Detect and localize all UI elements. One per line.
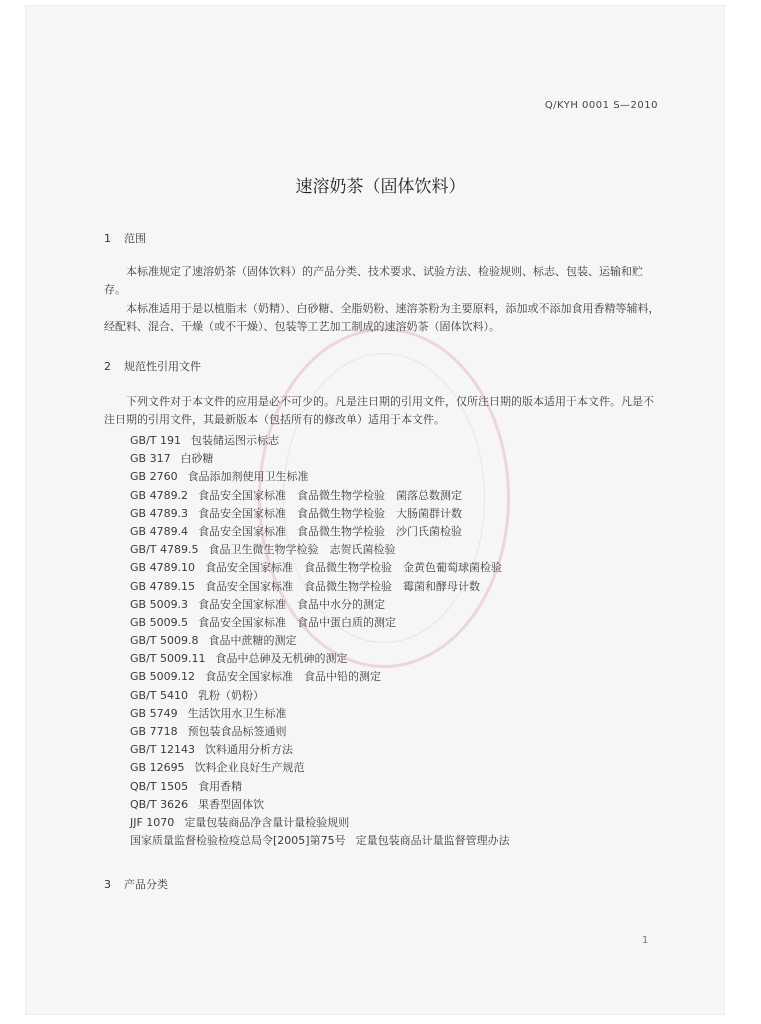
scope-paragraph-1: 本标准规定了速溶奶茶（固体饮料）的产品分类、技术要求、试验方法、检验规则、标志、包装、运输和贮存。 [104, 265, 643, 296]
reference-code: GB 4789.4 [130, 524, 189, 538]
reference-title: 预包装食品标签通则 [187, 725, 287, 738]
reference-code: GB/T 4789.5 [130, 543, 199, 557]
reference-item [130, 741, 510, 759]
reference-title: 饮料企业良好生产规范 [194, 761, 305, 775]
reference-code: GB 4789.10 [130, 561, 196, 575]
reference-code: GB 4789.15 [130, 579, 196, 593]
reference-title: 食品安全国家标准 食品微生物学检验 大肠菌群计数 [198, 506, 463, 520]
reference-item [130, 468, 510, 486]
reference-item [130, 450, 510, 468]
reference-code: GB/T 12143 [130, 743, 195, 757]
reference-item [130, 596, 510, 614]
reference-code: GB 7718 [130, 725, 178, 738]
reference-title: 食品安全国家标准 食品中铅的测定 [205, 670, 382, 684]
scope-paragraph-2: 本标准适用于是以植脂末（奶精）、白砂糖、全脂奶粉、速溶茶粉为主要原料，添加或不添加食用香精等辅料，经配料、混合、干燥（或不干燥）、包装等工艺加工制成的速溶奶茶（固体饮料）。 [104, 302, 660, 333]
reference-item [130, 505, 510, 523]
reference-code: GB/T 5009.11 [130, 652, 206, 666]
reference-title: 食品安全国家标准 食品微生物学检验 霉菌和酵母计数 [205, 579, 481, 593]
standard-code: Q/KYH 0001 S—2010 [544, 100, 658, 111]
reference-item [130, 523, 510, 541]
reference-code: GB 4789.3 [130, 506, 189, 520]
reference-item [130, 541, 510, 559]
reference-list [130, 432, 510, 850]
reference-title: 定量包装商品净含量计量检验规则 [184, 815, 350, 829]
reference-title: 饮料通用分析方法 [205, 743, 293, 757]
reference-item [130, 487, 510, 505]
reference-item [130, 614, 510, 632]
reference-title: 生活饮用水卫生标准 [187, 706, 287, 720]
reference-title: 果香型固体饮 [198, 797, 265, 811]
reference-title: 食品安全国家标准 食品中水分的测定 [198, 597, 386, 611]
reference-code: GB 317 [130, 452, 171, 466]
reference-title: 包装储运图示标志 [191, 434, 279, 447]
reference-code: QB/T 3626 [130, 797, 189, 811]
section-1-heading [104, 230, 146, 246]
reference-code: GB 4789.2 [130, 488, 189, 502]
reference-title: 乳粉（奶粉） [198, 688, 264, 702]
reference-item [130, 668, 510, 686]
reference-title: 食品添加剂使用卫生标准 [187, 470, 309, 484]
reference-code: GB 5749 [130, 706, 178, 720]
reference-title: 食品安全国家标准 食品微生物学检验 菌落总数测定 [198, 488, 463, 502]
section-3-title: 产品分类 [124, 878, 168, 891]
reference-title: 食品卫生微生物学检验 志贺氏菌检验 [208, 543, 396, 557]
reference-item [130, 432, 510, 450]
reference-code: GB/T 5009.8 [130, 634, 199, 648]
reference-title: 食品中蔗糖的测定 [208, 634, 297, 648]
reference-code: GB 12695 [130, 761, 185, 775]
reference-item [130, 778, 510, 796]
reference-item [130, 632, 510, 650]
reference-code: GB 5009.5 [130, 615, 189, 629]
reference-item [130, 687, 510, 705]
reference-code: QB/T 1505 [130, 779, 189, 793]
reference-title: 食品安全国家标准 食品微生物学检验 金黄色葡萄球菌检验 [205, 561, 503, 575]
references-intro: 下列文件对于本文件的应用是必不可少的。凡是注日期的引用文件，仅所注日期的版本适用于本文件。凡是不注日期的引用文件，其最新版本（包括所有的修改单）适用于本文件。 [104, 395, 654, 426]
reference-item [130, 650, 510, 668]
reference-title: 食品安全国家标准 食品中蛋白质的测定 [198, 615, 397, 629]
reference-item [130, 723, 510, 741]
reference-code: GB 5009.12 [130, 670, 196, 684]
reference-title: 白砂糖 [180, 452, 214, 466]
page-number: 1 [642, 935, 649, 946]
reference-code: GB/T 5410 [130, 688, 188, 702]
section-2-title: 规范性引用文件 [124, 360, 201, 373]
reference-code: JJF 1070 [130, 815, 175, 829]
reference-code: GB 2760 [130, 470, 178, 484]
reference-code: 国家质量监督检验检疫总局令[2005]第75号 [130, 834, 346, 848]
reference-title: 食品安全国家标准 食品微生物学检验 沙门氏菌检验 [198, 524, 463, 538]
section-3-number: 3 [104, 878, 111, 891]
section-3-heading [104, 876, 168, 892]
section-1-title: 范围 [124, 232, 146, 245]
reference-code: GB 5009.3 [130, 597, 189, 611]
section-2-number: 2 [104, 360, 111, 373]
reference-item [130, 759, 510, 777]
document-title: 速溶奶茶（固体饮料） [295, 177, 466, 197]
reference-title: 食用香精 [198, 779, 243, 793]
reference-title: 食品中总砷及无机砷的测定 [215, 652, 348, 666]
reference-item [130, 705, 510, 723]
section-1-number: 1 [104, 232, 111, 245]
reference-item [130, 796, 510, 814]
reference-item [130, 559, 510, 577]
reference-code: GB/T 191 [130, 434, 181, 447]
section-2-heading [104, 358, 201, 374]
reference-item [130, 578, 510, 596]
reference-title: 定量包装商品计量监督管理办法 [355, 834, 510, 848]
reference-item [130, 832, 510, 850]
reference-item [130, 814, 510, 832]
